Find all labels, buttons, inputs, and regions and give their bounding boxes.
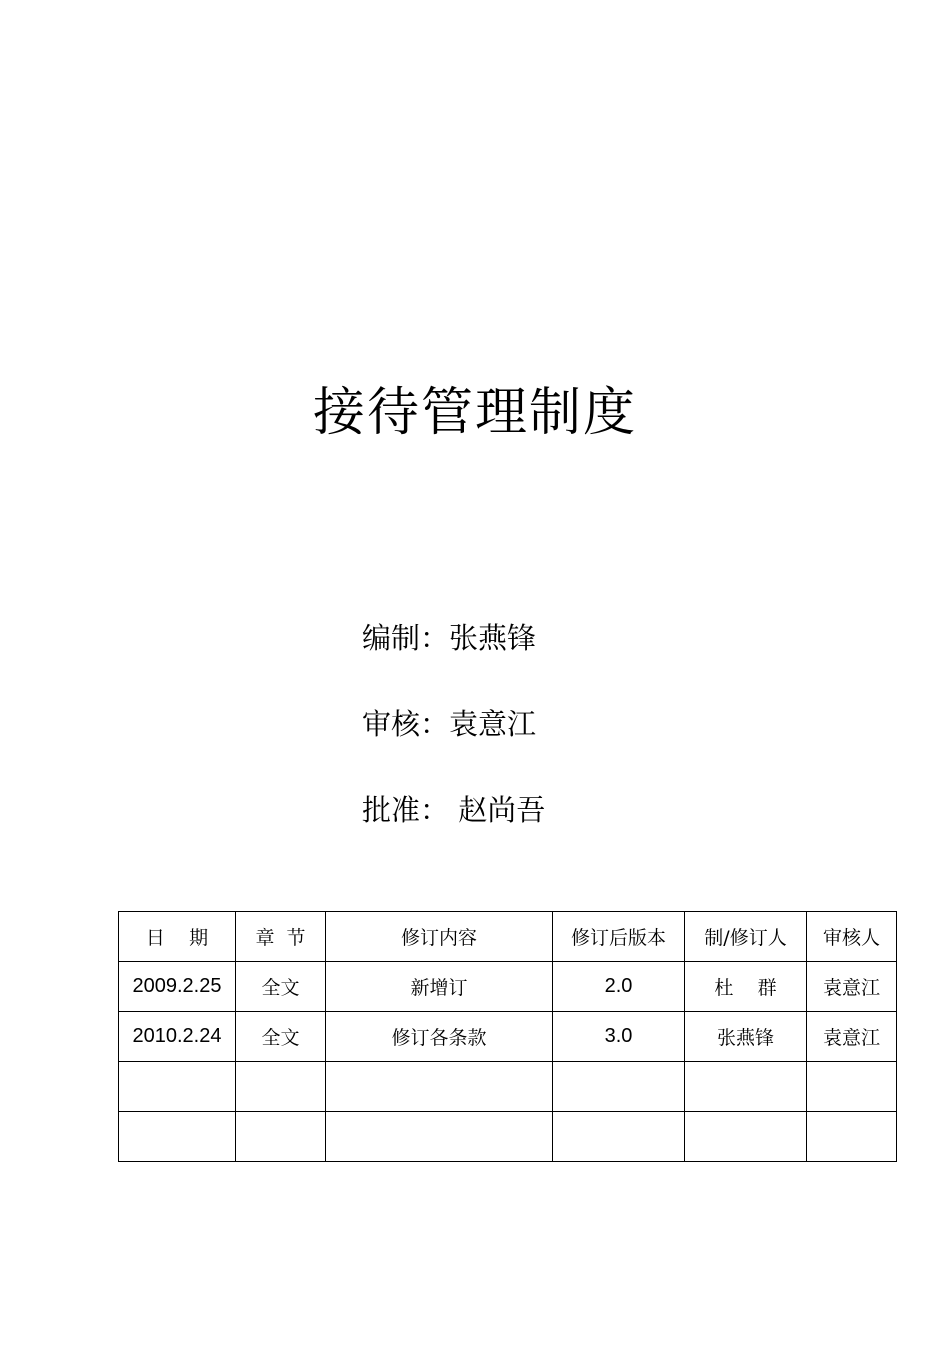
table-header-cell: 章 节	[236, 912, 326, 962]
signoff-prepared-by	[362, 612, 545, 698]
table-cell	[236, 1062, 326, 1112]
table-cell: 袁意江	[807, 1012, 897, 1062]
table-row	[119, 962, 897, 1012]
signoff-reviewed-by	[362, 698, 545, 784]
table-cell	[553, 1112, 685, 1162]
table-header-row	[119, 912, 897, 962]
table-cell: 修订各条款	[326, 1012, 553, 1062]
signoff-value: 张燕锋	[449, 621, 537, 655]
table-row	[119, 1112, 897, 1162]
signoff-label: 批准：	[362, 793, 459, 827]
table-cell	[807, 1112, 897, 1162]
table-cell: 2009.2.25	[119, 962, 236, 1012]
table-cell: 2010.2.24	[119, 1012, 236, 1062]
table-row	[119, 1062, 897, 1112]
signoff-value: 袁意江	[449, 707, 537, 741]
table-cell	[326, 1062, 553, 1112]
table-header-cell: 修订内容	[326, 912, 553, 962]
signoff-block	[362, 612, 545, 870]
table-cell	[553, 1062, 685, 1112]
table-cell: 张燕锋	[685, 1012, 807, 1062]
table-cell: 2.0	[553, 962, 685, 1012]
table-cell	[119, 1112, 236, 1162]
table-header-cell: 日 期	[119, 912, 236, 962]
table-cell: 杜 群	[685, 962, 807, 1012]
revision-table	[118, 911, 897, 1162]
table-cell	[236, 1112, 326, 1162]
table-header-cell: 制/修订人	[685, 912, 807, 962]
table-cell	[685, 1112, 807, 1162]
table-header-cell: 审核人	[807, 912, 897, 962]
table-cell	[119, 1062, 236, 1112]
signoff-approved-by	[362, 784, 545, 870]
table-cell	[807, 1062, 897, 1112]
table-cell: 3.0	[553, 1012, 685, 1062]
table-cell	[326, 1112, 553, 1162]
signoff-label: 审核：	[362, 707, 450, 741]
table-row	[119, 1012, 897, 1062]
document-title: 接待管理制度	[312, 383, 637, 443]
table-cell: 全文	[236, 1012, 326, 1062]
table-cell: 袁意江	[807, 962, 897, 1012]
table-cell	[685, 1062, 807, 1112]
signoff-label: 编制：	[362, 621, 450, 655]
signoff-value: 赵尚吾	[458, 793, 546, 827]
table-cell: 新增订	[326, 962, 553, 1012]
table-cell: 全文	[236, 962, 326, 1012]
table-header-cell: 修订后版本	[553, 912, 685, 962]
